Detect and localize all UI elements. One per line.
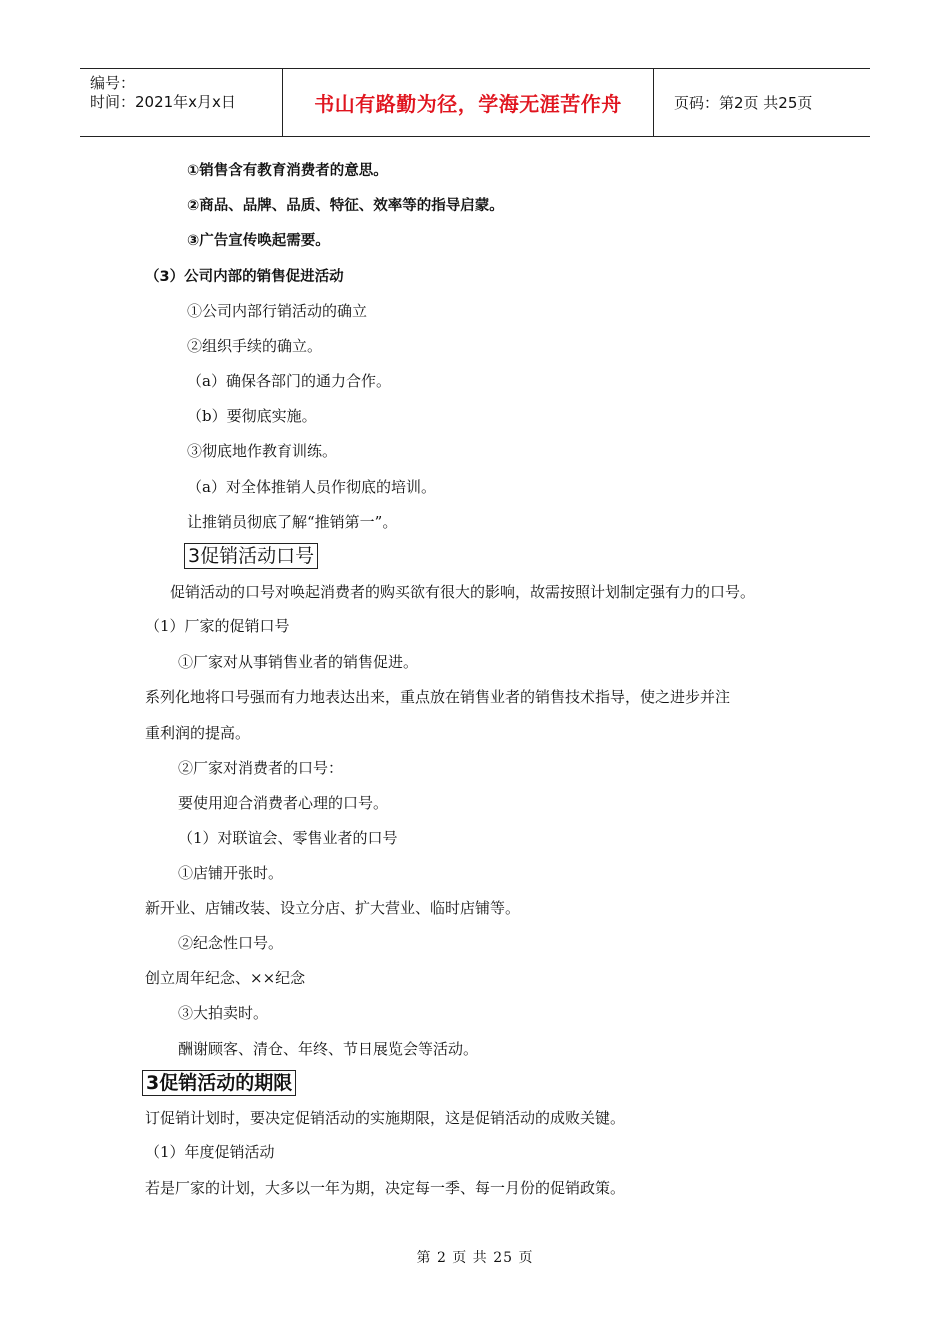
body-line: ①厂家对从事销售业者的销售促进。 bbox=[178, 653, 419, 671]
body-line: ③彻底地作教育训练。 bbox=[187, 442, 338, 460]
body-line: 订促销计划时，要决定促销活动的实施期限，这是促销活动的成败关键。 bbox=[145, 1109, 626, 1127]
header-page-info bbox=[664, 69, 870, 136]
body-line: ③广告宣传唤起需要。 bbox=[187, 233, 330, 249]
body-line: ①公司内部行销活动的确立 bbox=[187, 302, 368, 320]
subsection-heading: （1）厂家的促销口号 bbox=[145, 617, 290, 635]
body-line: ①店铺开张时。 bbox=[178, 864, 284, 882]
page-header bbox=[80, 68, 870, 137]
body-line: 重利润的提高。 bbox=[145, 724, 251, 742]
body-line: （1）对联谊会、零售业者的口号 bbox=[178, 829, 398, 847]
header-motto: 书山有路勤为径，学海无涯苦作舟 bbox=[283, 69, 654, 136]
page-footer: 第 2 页 共 25 页 bbox=[416, 1250, 534, 1266]
body-line: 促销活动的口号对唤起消费者的购买欲有很大的影响，故需按照计划制定强有力的口号。 bbox=[170, 583, 756, 601]
body-line: ②组织手续的确立。 bbox=[187, 337, 323, 355]
body-line: 让推销员彻底了解“推销第一”。 bbox=[187, 513, 398, 531]
body-line: ②纪念性口号。 bbox=[178, 934, 284, 952]
body-line: （a）确保各部门的通力合作。 bbox=[187, 372, 391, 390]
body-line: 要使用迎合消费者心理的口号。 bbox=[178, 794, 389, 812]
body-line: （b）要彻底实施。 bbox=[187, 407, 317, 425]
header-info-cell bbox=[80, 69, 283, 136]
body-line: 酬谢顾客、清仓、年终、节日展览会等活动。 bbox=[178, 1040, 479, 1058]
body-line: ①销售含有教育消费者的意思。 bbox=[187, 163, 388, 179]
document-time-label: 时间：2021年x月x日 bbox=[90, 93, 236, 111]
body-line: 新开业、店铺改装、设立分店、扩大营业、临时店铺等。 bbox=[145, 899, 521, 917]
section-heading-period: 3促销活动的期限 bbox=[142, 1070, 296, 1096]
section-heading-slogan: 3促销活动口号 bbox=[184, 543, 318, 569]
subsection-heading: （1）年度促销活动 bbox=[145, 1143, 275, 1161]
body-line: 若是厂家的计划，大多以一年为期，决定每一季、每一月份的促销政策。 bbox=[145, 1179, 626, 1197]
body-line: （a）对全体推销人员作彻底的培训。 bbox=[187, 478, 436, 496]
page-info-text: 页码：第2页 共25页 bbox=[674, 94, 813, 112]
body-line: ③大拍卖时。 bbox=[178, 1004, 269, 1022]
document-number-label: 编号： bbox=[90, 74, 136, 92]
subsection-heading: （3）公司内部的销售促进活动 bbox=[145, 269, 344, 285]
body-line: 创立周年纪念、××纪念 bbox=[145, 969, 306, 987]
body-line: ②厂家对消费者的口号： bbox=[178, 759, 344, 777]
body-line: 系列化地将口号强而有力地表达出来，重点放在销售业者的销售技术指导，使之进步并注 bbox=[145, 688, 731, 706]
body-line: ②商品、品牌、品质、特征、效率等的指导启蒙。 bbox=[187, 198, 504, 214]
